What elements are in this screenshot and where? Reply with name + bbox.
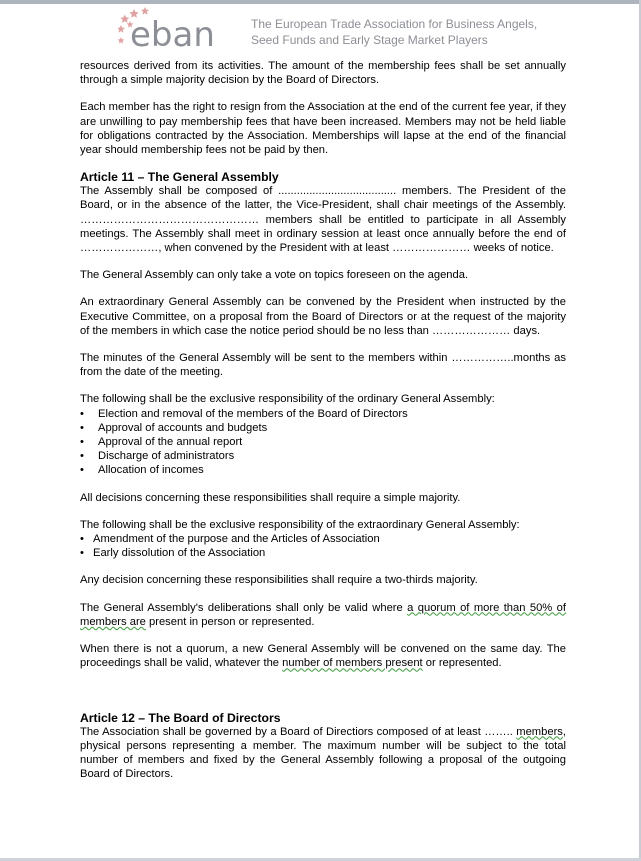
grammar-flag-members[interactable]: members,: [516, 725, 566, 738]
board-text-c: physical persons representing a member. The maximum number will be subject to the total number of members and fixed by the General Assembly following a proposal of the outgoing Board of Directors.: [80, 739, 566, 781]
paragraph-minutes: The minutes of the General Assembly will be sent to the members within ……………..months as from the date of the meeting.: [80, 352, 566, 379]
document-header: [118, 6, 588, 58]
paragraph-ordinary-responsibilities: The following shall be the exclusive responsibility of the ordinary General Assembly:: [80, 393, 495, 406]
window-top-border: [0, 0, 641, 4]
svg-text:eban: eban: [130, 15, 215, 55]
no-quorum-text-c: or represented.: [422, 657, 502, 670]
document-body: [80, 59, 566, 781]
list-item: • Approval of the annual report: [80, 435, 566, 449]
paragraph-extraordinary-assembly: An extraordinary General Assembly can be convened by the President when instructed by the Executive Committee, on a proposal from the Board of Directors or at the request of the majority of the members in which case the notice period should be no less than ………………… days.: [80, 296, 566, 337]
eban-logo: [118, 6, 238, 58]
paragraph-two-thirds-majority: Any decision concerning these responsibilities shall require a two-thirds majority.: [80, 574, 478, 587]
quorum-text-c: present in person or represented.: [145, 615, 315, 628]
header-tagline: [251, 16, 537, 48]
list-item: • Amendment of the purpose and the Articles of Association: [80, 532, 566, 546]
tagline-line-2: Seed Funds and Early Stage Market Players: [251, 33, 488, 47]
paragraph-board-composition: [80, 725, 566, 782]
quorum-text-a: The General Assembly's deliberations shall only be valid where: [80, 601, 408, 614]
paragraph-extraordinary-responsibilities: The following shall be the exclusive responsibility of the extraordinary General Assembly:: [80, 518, 520, 531]
paragraph-membership-fees: resources derived from its activities. The amount of the membership fees shall be set annually through a simple majority decision by the Board of Directors.: [80, 60, 566, 87]
no-quorum-text-a: When there is not a quorum, a new General Assembly will be convened on the same day. The proceedings shall be valid, whatever the: [80, 643, 566, 670]
paragraph-quorum: [80, 601, 566, 629]
paragraph-simple-majority: All decisions concerning these responsibilities shall require a simple majority.: [80, 491, 461, 504]
list-item: • Approval of accounts and budgets: [80, 421, 566, 435]
paragraph-resignation: Each member has the right to resign from the Association at the end of the current fee year, if they are unwilling to pay membership fees that have been increased. Members may not be held liable for obligations contracted by the Association. Memberships will lapse at the end of the financial year should membership fees not be paid by then.: [80, 101, 566, 157]
ordinary-responsibilities-list: [80, 407, 566, 478]
grammar-flag-quorum[interactable]: a quorum of more than 50% of members are: [80, 601, 566, 628]
article-11-heading: Article 11 – The General Assembly: [80, 170, 279, 185]
list-item: • Allocation of incomes: [80, 463, 566, 477]
paragraph-agenda-vote: The General Assembly can only take a vote on topics foreseen on the agenda.: [80, 269, 469, 282]
list-item: • Election and removal of the members of the Board of Directors: [80, 407, 566, 421]
grammar-flag-members-present[interactable]: number of members present: [282, 657, 423, 670]
paragraph-no-quorum: [80, 642, 566, 670]
list-item: • Discharge of administrators: [80, 449, 566, 463]
extraordinary-responsibilities-list: [80, 532, 566, 560]
tagline-line-1: The European Trade Association for Business Angels,: [251, 17, 538, 31]
list-item: • Early dissolution of the Association: [80, 546, 566, 560]
article-12-heading: Article 12 – The Board of Directors: [80, 710, 281, 725]
board-text-a: The Association shall be governed by a Board of Directiors composed of at least ……..: [80, 725, 517, 738]
paragraph-assembly-composition: The Assembly shall be composed of ...................................... members. The President of the Board, or in the absence of the latter, the Vice-President, shall chair meetings of the Assembly. ………………………………………… members shall be entitled to participate in all Assembly meetings. The Assembly shall meet in ordinary session at least once annually before the end of …………………, when convened by the President with at least ………………… weeks of notice.: [80, 185, 566, 255]
